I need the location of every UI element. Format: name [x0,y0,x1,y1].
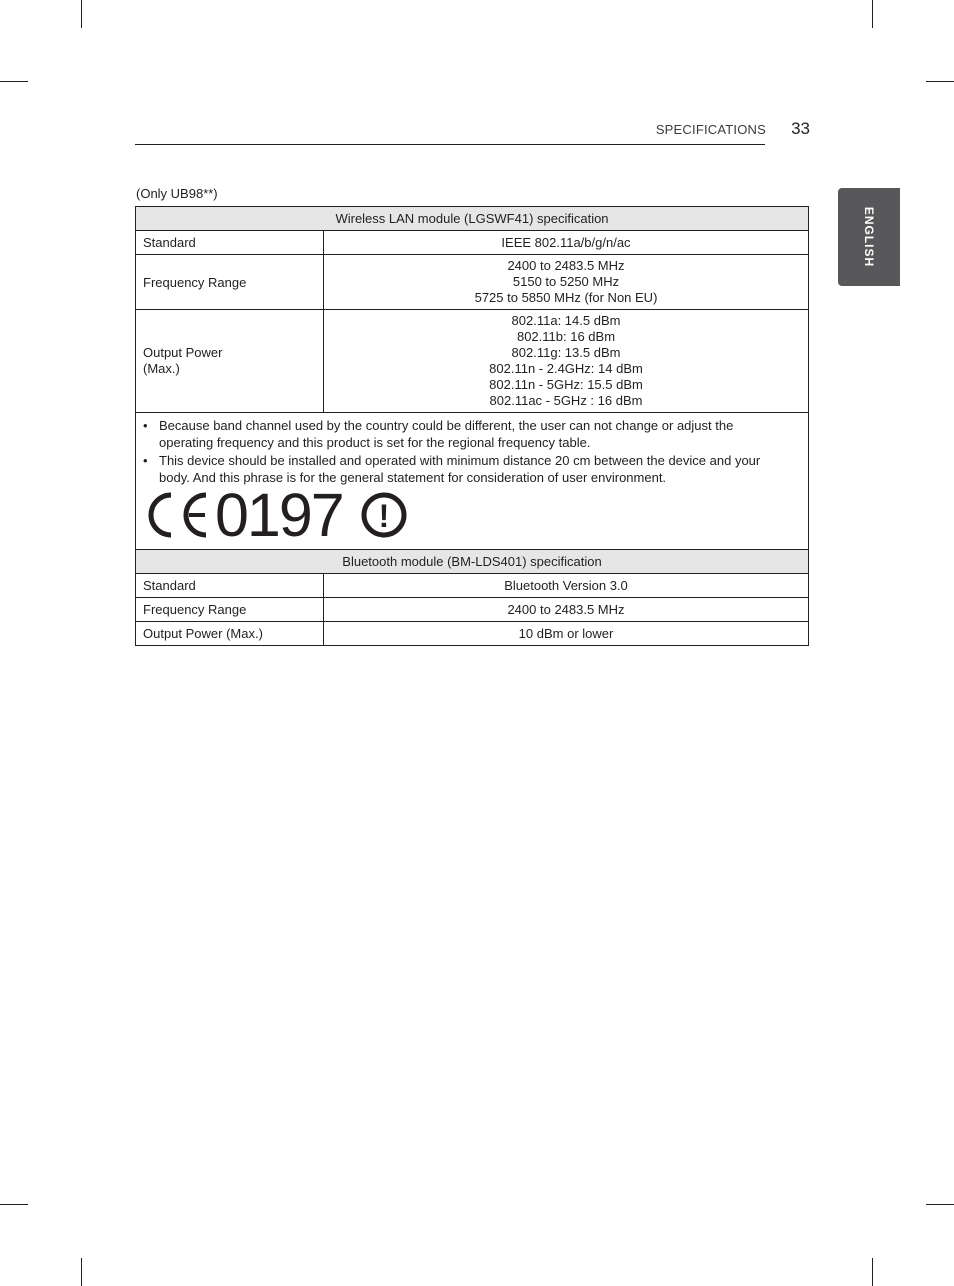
bt-standard-value: Bluetooth Version 3.0 [324,574,809,598]
alert-exclamation: ! [378,498,390,534]
notes-list [143,417,773,486]
language-tab [838,188,900,286]
bt-frequency-label: Frequency Range [136,598,324,622]
wlan-frequency-values [324,255,809,310]
table-row [136,310,809,413]
crop-mark [872,1258,873,1286]
list-item [143,452,773,486]
wlan-output-label [136,310,324,413]
crop-mark [0,1204,28,1205]
output-line: 802.11g: 13.5 dBm [511,345,621,360]
ce-c-glyph [151,495,171,535]
crop-mark [872,0,873,28]
note-text: Because band channel used by the country could be different, the user can not change or adjust the operating frequency and this product is set for the regional frequency table. [159,418,734,450]
language-tab-label: ENGLISH [862,206,876,268]
table-row [136,574,809,598]
notified-body-number: 0197 [215,487,343,543]
table-row [136,622,809,646]
wlan-frequency-label: Frequency Range [136,255,324,310]
output-line: 802.11n - 2.4GHz: 14 dBm [489,361,643,376]
bluetooth-title: Bluetooth module (BM-LDS401) specification [136,550,809,574]
wlan-standard-value: IEEE 802.11a/b/g/n/ac [324,231,809,255]
output-label-line: (Max.) [143,361,180,376]
page-number: 33 [791,119,810,138]
table-row [136,231,809,255]
header-rule [135,144,765,145]
output-line: 802.11a: 14.5 dBm [511,313,621,328]
section-title: SPECIFICATIONS [655,122,766,137]
crop-mark [926,81,954,82]
crop-mark [926,1204,954,1205]
table-row [136,413,809,550]
spec-table [135,206,809,646]
crop-mark [81,1258,82,1286]
crop-mark [81,0,82,28]
output-line: 802.11ac - 5GHz : 16 dBm [489,393,643,408]
bt-standard-label: Standard [136,574,324,598]
list-item [143,417,773,451]
table-row [136,255,809,310]
bullet-icon: • [143,418,148,433]
bt-output-label: Output Power (Max.) [136,622,324,646]
table-row [136,598,809,622]
note-text: This device should be installed and operated with minimum distance 20 cm between the device and your body. And this phrase is for the general statement for consideration of user environment. [159,453,761,485]
crop-mark [0,81,28,82]
wlan-output-values [324,310,809,413]
bullet-icon: • [143,453,148,468]
frequency-line: 5725 to 5850 MHz (for Non EU) [474,290,658,305]
model-note: (Only UB98**) [136,186,218,201]
wlan-notes [136,413,809,550]
frequency-line: 2400 to 2483.5 MHz [507,258,625,273]
output-line: 802.11b: 16 dBm [516,329,616,344]
ce-mark-icon [143,487,408,543]
bt-frequency-value: 2400 to 2483.5 MHz [324,598,809,622]
frequency-line: 5150 to 5250 MHz [512,274,620,289]
bt-output-value: 10 dBm or lower [324,622,809,646]
output-label-line: Output Power [143,345,223,360]
output-line: 802.11n - 5GHz: 15.5 dBm [489,377,643,392]
wlan-title: Wireless LAN module (LGSWF41) specification [136,207,809,231]
wlan-standard-label: Standard [136,231,324,255]
